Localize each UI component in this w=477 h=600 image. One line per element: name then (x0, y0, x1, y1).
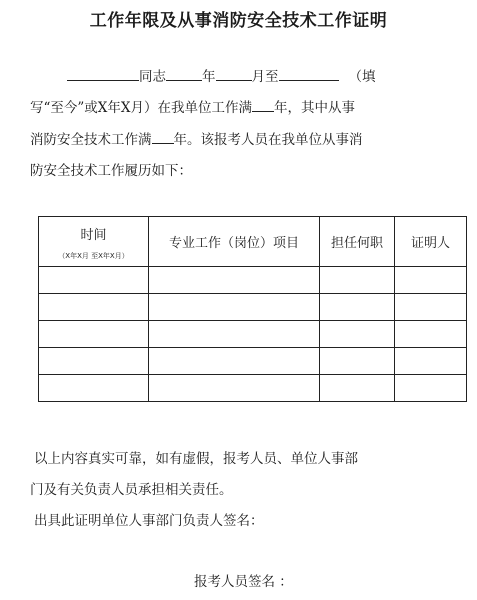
intro-line-2 (30, 98, 355, 117)
document-title: 工作年限及从事消防安全技术工作证明 (89, 11, 388, 31)
table-row (39, 375, 467, 402)
start-month-blank[interactable] (216, 67, 252, 81)
cell-time[interactable] (39, 267, 149, 294)
end-date-blank[interactable] (279, 67, 339, 81)
label-month-to: 月至 (251, 69, 279, 85)
cell-project[interactable] (149, 348, 320, 375)
work-history-table (38, 216, 467, 402)
cell-project[interactable] (149, 321, 320, 348)
applicant-signature-label: 报考人员签名 ： (194, 574, 293, 590)
cell-project[interactable] (149, 267, 320, 294)
table-row (39, 321, 467, 348)
name-blank[interactable] (67, 67, 139, 81)
label-fire-years: 消防安全技术工作满 (30, 132, 152, 148)
header-time-hint: （X年X月 至X年X月） (58, 252, 129, 260)
intro-line-1 (67, 67, 376, 86)
cell-position[interactable] (320, 348, 395, 375)
cell-witness[interactable] (395, 294, 467, 321)
statement-line-1: 以上内容真实可靠，如有虚假，报考人员、单位人事部 (34, 451, 358, 467)
statement-line-3: 出具此证明单位人事部门负责人签名： (34, 513, 264, 529)
fire-years-blank[interactable] (152, 130, 174, 144)
intro-line-3 (30, 130, 363, 149)
label-resume-follows: 防安全技术工作履历如下： (30, 163, 192, 179)
table-row (39, 348, 467, 375)
table-header-row (39, 217, 467, 267)
label-applicant-record: 年。该报考人员在我单位从事消 (173, 132, 363, 148)
cell-position[interactable] (320, 267, 395, 294)
label-fill-open: （填 (348, 69, 376, 85)
table-row (39, 267, 467, 294)
cell-witness[interactable] (395, 375, 467, 402)
start-year-blank[interactable] (166, 67, 202, 81)
work-years-blank[interactable] (252, 98, 274, 112)
cell-witness[interactable] (395, 348, 467, 375)
label-comrade: 同志 (139, 69, 166, 85)
cell-position[interactable] (320, 294, 395, 321)
cell-time[interactable] (39, 294, 149, 321)
cell-time[interactable] (39, 375, 149, 402)
cell-time[interactable] (39, 321, 149, 348)
header-witness: 证明人 (395, 217, 467, 267)
label-year: 年 (202, 69, 216, 85)
header-time-label: 时间 (80, 228, 107, 243)
cell-project[interactable] (149, 375, 320, 402)
label-work-years: 写“至今”或X年X月）在我单位工作满 (30, 100, 253, 116)
cell-project[interactable] (149, 294, 320, 321)
header-position: 担任何职 (320, 217, 395, 267)
intro-line-4 (30, 162, 192, 180)
cell-position[interactable] (320, 321, 395, 348)
table-row (39, 294, 467, 321)
header-time (39, 217, 149, 267)
cell-time[interactable] (39, 348, 149, 375)
cell-position[interactable] (320, 375, 395, 402)
cell-witness[interactable] (395, 267, 467, 294)
statement-line-2: 门及有关负责人员承担相关责任。 (30, 482, 233, 498)
cell-witness[interactable] (395, 321, 467, 348)
label-among: 年，其中从事 (274, 100, 356, 116)
header-project: 专业工作（岗位）项目 (149, 217, 320, 267)
